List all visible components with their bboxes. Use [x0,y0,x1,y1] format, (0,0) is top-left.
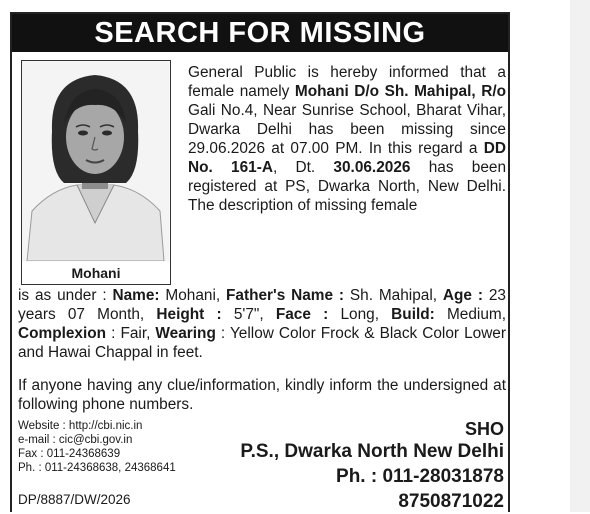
police-station-contact [240,418,504,514]
police-station-name: P.S., Dwarka North New Delhi [240,441,504,462]
text-run: Mohani, [159,287,226,304]
background-panel [570,0,590,512]
police-phone: Ph. : 011-28031878 [336,466,504,487]
sho-label: SHO [464,419,504,439]
text-run: is as under : [18,287,113,304]
text-run: Complexion [18,325,107,342]
text-run: Build: [391,306,435,323]
website-line: Website : http://cbi.nic.in [18,420,143,432]
photo-caption: Mohani [22,262,170,284]
reference-number: DP/8887/DW/2026 [18,492,131,507]
email-line: e-mail : cic@cbi.gov.in [18,434,133,446]
text-run: : Yellow Color Frock & Black Color Lower and Hawai Chappal in feet. [18,325,506,361]
information-request-paragraph: If anyone having any clue/information, kindly inform the undersigned at following phone numbers. [18,377,506,413]
fax-line: Fax : 011-24368639 [18,448,121,460]
text-run: has been registered at PS, Dwarka North, New Delhi. The description of missing female [188,159,507,214]
text-run: Gali No.4, Near Sunrise School, Bharat Vihar, Dwarka Delhi has been missing since 29.06.2026 at 07.00 PM. In this regard a [188,102,506,157]
text-run: Long, [328,306,392,323]
text-run: 23 years 07 Month, [18,287,506,323]
text-run: Face : [275,306,329,323]
police-mobile: 8750871022 [398,491,504,512]
text-run: Father's Name : [226,287,345,304]
text-run: Wearing [155,325,216,342]
notice-title: SEARCH FOR MISSING [12,14,508,52]
portrait-image [22,61,169,261]
text-run: DD No. 161-A [188,140,506,176]
text-run: 5'7", [221,306,276,323]
missing-person-notice [10,12,510,512]
notice-intro-paragraph [188,63,506,215]
text-run: Name: [112,287,160,304]
description-paragraph [18,286,506,362]
text-run: Mohani D/o Sh. Mahipal, R/o [294,83,506,100]
missing-person-photo [21,60,171,285]
contact-details [18,419,218,475]
text-run: : Fair, [106,325,156,342]
text-run: 30.06.2026 [333,159,411,176]
text-run: Medium, [434,306,506,323]
phone-line: Ph. : 011-24368638, 24368641 [18,462,176,474]
text-run: , Dt. [272,159,334,176]
text-run: Height : [156,306,222,323]
text-run: Age : [442,287,483,304]
text-run: Sh. Mahipal, [344,287,443,304]
text-run: General Public is hereby informed that a female namely [188,64,506,100]
